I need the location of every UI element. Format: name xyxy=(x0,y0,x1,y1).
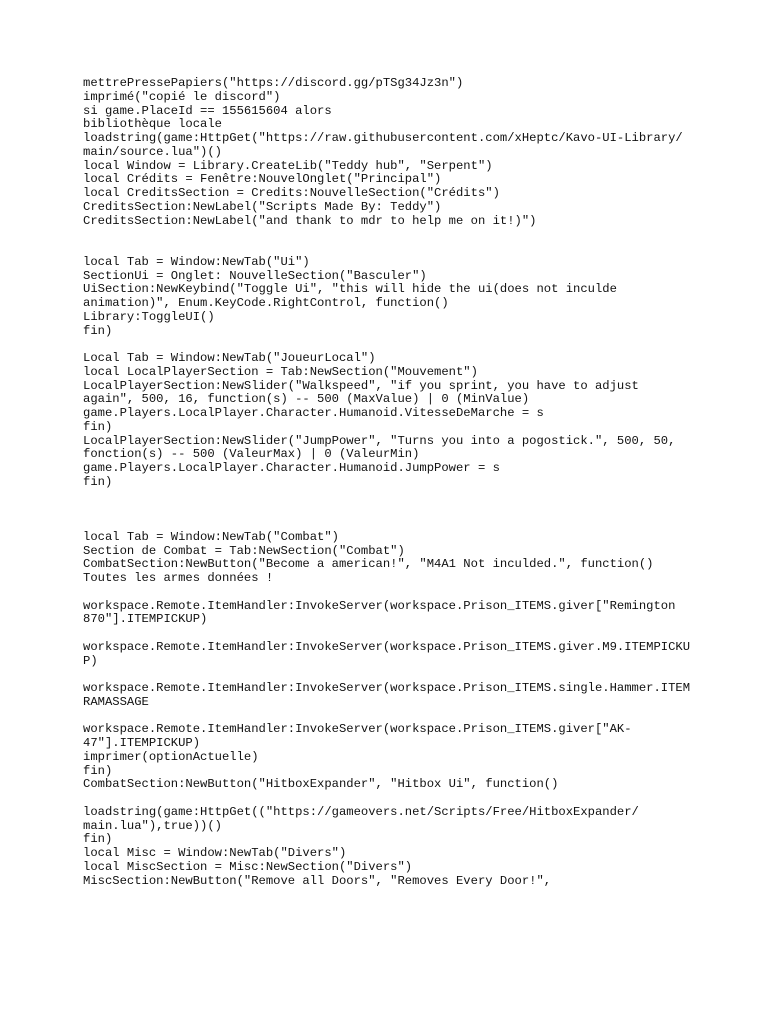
code-line: loadstring(game:HttpGet("https://raw.githubusercontent.com/xHeptc/Kavo-UI-Library/ xyxy=(83,131,683,145)
code-line: local Tab = Window:NewTab("Ui") xyxy=(83,254,310,269)
blank-line xyxy=(83,792,743,806)
code-line: again", 500, 16, function(s) -- 500 (MaxValue) | 0 (MinValue) xyxy=(83,392,530,407)
code-line: CombatSection:NewButton("Become a american!", "M4A1 Not inculded.", function() xyxy=(83,557,654,572)
code-line: CreditsSection:NewLabel("Scripts Made By: Teddy") xyxy=(83,199,442,214)
code-line: imprimé("copié le discord") xyxy=(83,89,281,104)
code-line: workspace.Remote.ItemHandler:InvokeServer(workspace.Prison_ITEMS.giver["Remington xyxy=(83,598,676,613)
code-line: fin) xyxy=(83,419,113,434)
code-line: main.lua"),true))() xyxy=(83,818,222,833)
code-line: Local Tab = Window:NewTab("JoueurLocal") xyxy=(83,351,376,365)
code-line: fin) xyxy=(83,474,113,489)
code-line: local Tab = Window:NewTab("Combat") xyxy=(83,529,339,544)
document-page xyxy=(83,77,743,888)
code-line: bibliothèque locale xyxy=(83,117,222,132)
blank-line xyxy=(83,242,743,256)
code-line: MiscSection:NewButton("Remove all Doors", "Removes Every Door!", xyxy=(83,873,552,888)
code-line: mettrePressePapiers("https://discord.gg/pTSg34Jz3n") xyxy=(83,76,464,90)
code-line: Section de Combat = Tab:NewSection("Combat") xyxy=(83,543,405,558)
code-line: local Crédits = Fenêtre:NouvelOnglet("Principal") xyxy=(83,172,442,187)
code-line: fonction(s) -- 500 (ValeurMax) | 0 (ValeurMin) xyxy=(83,447,420,462)
code-line: SectionUi = Onglet: NouvelleSection("Basculer") xyxy=(83,268,427,283)
code-line: 870"].ITEMPICKUP) xyxy=(83,612,208,627)
blank-line xyxy=(83,228,743,242)
blank-line xyxy=(83,710,743,724)
code-line: CombatSection:NewButton("HitboxExpander", "Hitbox Ui", function() xyxy=(83,777,559,792)
blank-line xyxy=(83,338,743,352)
code-line: local Window = Library.CreateLib("Teddy hub", "Serpent") xyxy=(83,158,493,173)
blank-line xyxy=(83,668,743,682)
code-line: imprimer(optionActuelle) xyxy=(83,749,259,764)
code-line: workspace.Remote.ItemHandler:InvokeServer(workspace.Prison_ITEMS.single.Hammer.ITEM xyxy=(83,681,691,695)
code-line: local CreditsSection = Credits:NouvelleSection("Crédits") xyxy=(83,186,500,200)
code-line: local LocalPlayerSection = Tab:NewSection("Mouvement") xyxy=(83,364,478,379)
blank-line xyxy=(83,627,743,641)
code-line: fin) xyxy=(83,832,113,847)
blank-line xyxy=(83,490,743,504)
code-line: loadstring(game:HttpGet(("https://gameovers.net/Scripts/Free/HitboxExpander/ xyxy=(83,804,639,819)
code-line: game.Players.LocalPlayer.Character.Humanoid.JumpPower = s xyxy=(83,461,500,475)
code-line: si game.PlaceId == 155615604 alors xyxy=(83,103,332,118)
code-line: UiSection:NewKeybind("Toggle Ui", "this will hide the ui(does not inculde xyxy=(83,282,617,297)
blank-line xyxy=(83,503,743,517)
code-line: RAMASSAGE xyxy=(83,694,149,709)
code-line: Library:ToggleUI() xyxy=(83,309,215,324)
code-line: fin) xyxy=(83,323,113,338)
code-line: LocalPlayerSection:NewSlider("JumpPower", "Turns you into a pogostick.", 500, 50, xyxy=(83,433,676,448)
code-line: Toutes les armes données ! xyxy=(83,571,274,585)
code-line: game.Players.LocalPlayer.Character.Humanoid.VitesseDeMarche = s xyxy=(83,406,544,420)
code-line: fin) xyxy=(83,763,113,778)
code-line: main/source.lua")() xyxy=(83,144,222,159)
code-line: CreditsSection:NewLabel("and thank to mdr to help me on it!)") xyxy=(83,213,537,228)
code-line: 47"].ITEMPICKUP) xyxy=(83,736,201,750)
code-line: local MiscSection = Misc:NewSection("Divers") xyxy=(83,859,413,874)
code-line: local Misc = Window:NewTab("Divers") xyxy=(83,846,347,860)
code-line: animation)", Enum.KeyCode.RightControl, function() xyxy=(83,296,449,310)
code-line: workspace.Remote.ItemHandler:InvokeServer(workspace.Prison_ITEMS.giver.M9.ITEMPICKU xyxy=(83,639,691,654)
blank-line xyxy=(83,517,743,531)
code-line: workspace.Remote.ItemHandler:InvokeServer(workspace.Prison_ITEMS.giver["AK- xyxy=(83,722,632,737)
code-line: P) xyxy=(83,653,98,668)
blank-line xyxy=(83,586,743,600)
code-line: LocalPlayerSection:NewSlider("Walkspeed", "if you sprint, you have to adjust xyxy=(83,378,639,393)
